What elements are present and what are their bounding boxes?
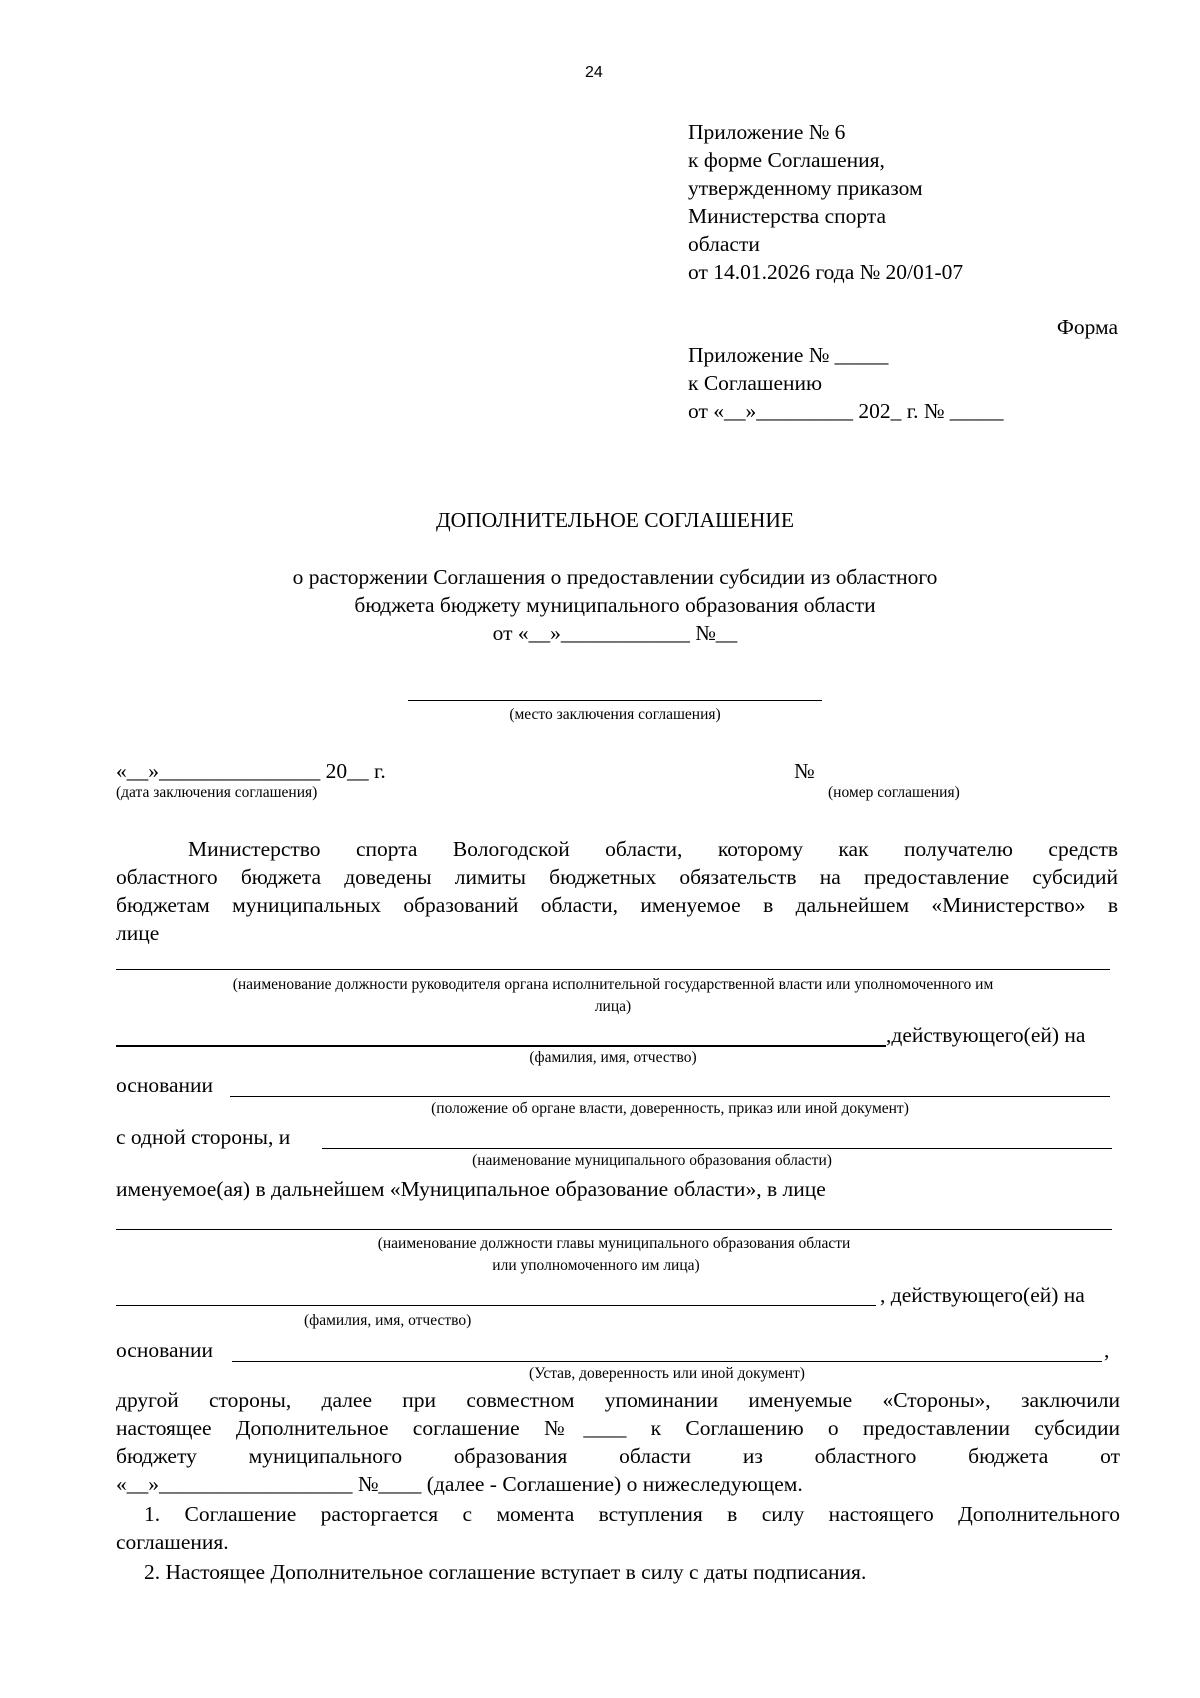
caption-head-1: (наименование должности главы муниципального образования области bbox=[377, 1235, 851, 1252]
document-title: ДОПОЛНИТЕЛЬНОЕ СОГЛАШЕНИЕ bbox=[435, 508, 795, 532]
caption-position-1b: лица) bbox=[594, 998, 632, 1015]
page-number: 24 bbox=[585, 64, 603, 81]
other-side-line-3: бюджету муниципального образования области из областного бюджета от bbox=[116, 1444, 1120, 1468]
subtitle-line-2: бюджета бюджету муниципального образования области bbox=[354, 593, 876, 617]
other-side-line-4: «__»__________________ №____ (далее - Соглашение) о нижеследующем. bbox=[116, 1472, 803, 1496]
intro-line-2: областного бюджета доведены лимиты бюджетных обязательств на предоставление субсидий bbox=[116, 865, 1118, 889]
caption-municipality: (наименование муниципального образования области) bbox=[472, 1152, 832, 1169]
intro-line-4: лице bbox=[116, 921, 160, 945]
basis-label-2: основании bbox=[116, 1338, 214, 1362]
appendix-line-5: области bbox=[688, 232, 760, 256]
appendix-line-3: утвержденному приказом bbox=[688, 176, 923, 200]
caption-fio-1: (фамилия, имя, отчество) bbox=[529, 1049, 697, 1066]
caption-basis-2: (Устав, доверенность или иной документ) bbox=[529, 1365, 805, 1382]
other-side-line-2: настоящее Дополнительное соглашение №____ к Соглашению о предоставлении субсидии bbox=[116, 1416, 1120, 1440]
attachment-line-2: к Соглашению bbox=[688, 371, 823, 395]
caption-position-1: (наименование должности руководителя органа исполнительной государственной власти или уполномоченного им bbox=[232, 976, 994, 993]
date-caption: (дата заключения соглашения) bbox=[116, 784, 318, 801]
attachment-line-1: Приложение № _____ bbox=[688, 343, 889, 367]
forma-label: Форма bbox=[1056, 315, 1118, 339]
appendix-line-6: от 14.01.2026 года № 20/01-07 bbox=[688, 260, 964, 284]
subtitle-line-1: о расторжении Соглашения о предоставлении субсидии из областного bbox=[292, 565, 938, 589]
place-caption: (место заключения соглашения) bbox=[509, 706, 721, 723]
intro-line-1: Министерство спорта Вологодской области, которому как получателю средств bbox=[188, 837, 1118, 861]
named-municipality: именуемое(ая) в дальнейшем «Муниципальное образование области», в лице bbox=[116, 1177, 826, 1201]
fio-line-1 bbox=[116, 1045, 886, 1047]
clause-1-line-1: 1. Соглашение расторгается с момента вступления в силу настоящего Дополнительного bbox=[144, 1502, 1120, 1526]
municipality-line bbox=[322, 1148, 1112, 1149]
place-line bbox=[408, 700, 822, 701]
caption-head-2: или уполномоченного им лица) bbox=[492, 1257, 700, 1274]
clause-1-line-2: соглашения. bbox=[116, 1530, 229, 1554]
acting-2: , действующего(ей) на bbox=[880, 1283, 1085, 1307]
intro-line-3: бюджетам муниципальных образований области, именуемое в дальнейшем «Министерство» в bbox=[116, 893, 1118, 917]
attachment-line-3: от «__»_________ 202_ г. № _____ bbox=[688, 399, 1004, 423]
other-side-line-1: другой стороны, далее при совместном упоминании именуемые «Стороны», заключили bbox=[116, 1388, 1120, 1412]
basis-line-2 bbox=[232, 1361, 1102, 1362]
acting-1: ,действующего(ей) на bbox=[886, 1023, 1086, 1047]
caption-fio-2: (фамилия, имя, отчество) bbox=[304, 1312, 472, 1329]
caption-basis-1: (положение об органе власти, доверенность, приказ или иной документ) bbox=[431, 1100, 909, 1117]
position-line-1 bbox=[116, 969, 1110, 970]
one-side-label: с одной стороны, и bbox=[116, 1125, 291, 1149]
appendix-line-1: Приложение № 6 bbox=[688, 120, 846, 144]
fio-line-2 bbox=[116, 1305, 876, 1306]
basis-label-1: основании bbox=[116, 1073, 214, 1097]
clause-2: 2. Настоящее Дополнительное соглашение вступает в силу с даты подписания. bbox=[144, 1560, 867, 1584]
head-position-line bbox=[116, 1229, 1112, 1230]
number-caption: (номер соглашения) bbox=[828, 784, 960, 801]
basis-line-1 bbox=[230, 1096, 1110, 1097]
appendix-line-2: к форме Соглашения, bbox=[688, 148, 885, 172]
appendix-line-4: Министерства спорта bbox=[688, 204, 887, 228]
subtitle-line-3: от «__»____________ №__ bbox=[492, 621, 738, 645]
number-sign: № bbox=[794, 759, 815, 783]
date-line: «__»_______________ 20__ г. bbox=[116, 759, 386, 783]
basis-comma: , bbox=[1104, 1338, 1110, 1362]
